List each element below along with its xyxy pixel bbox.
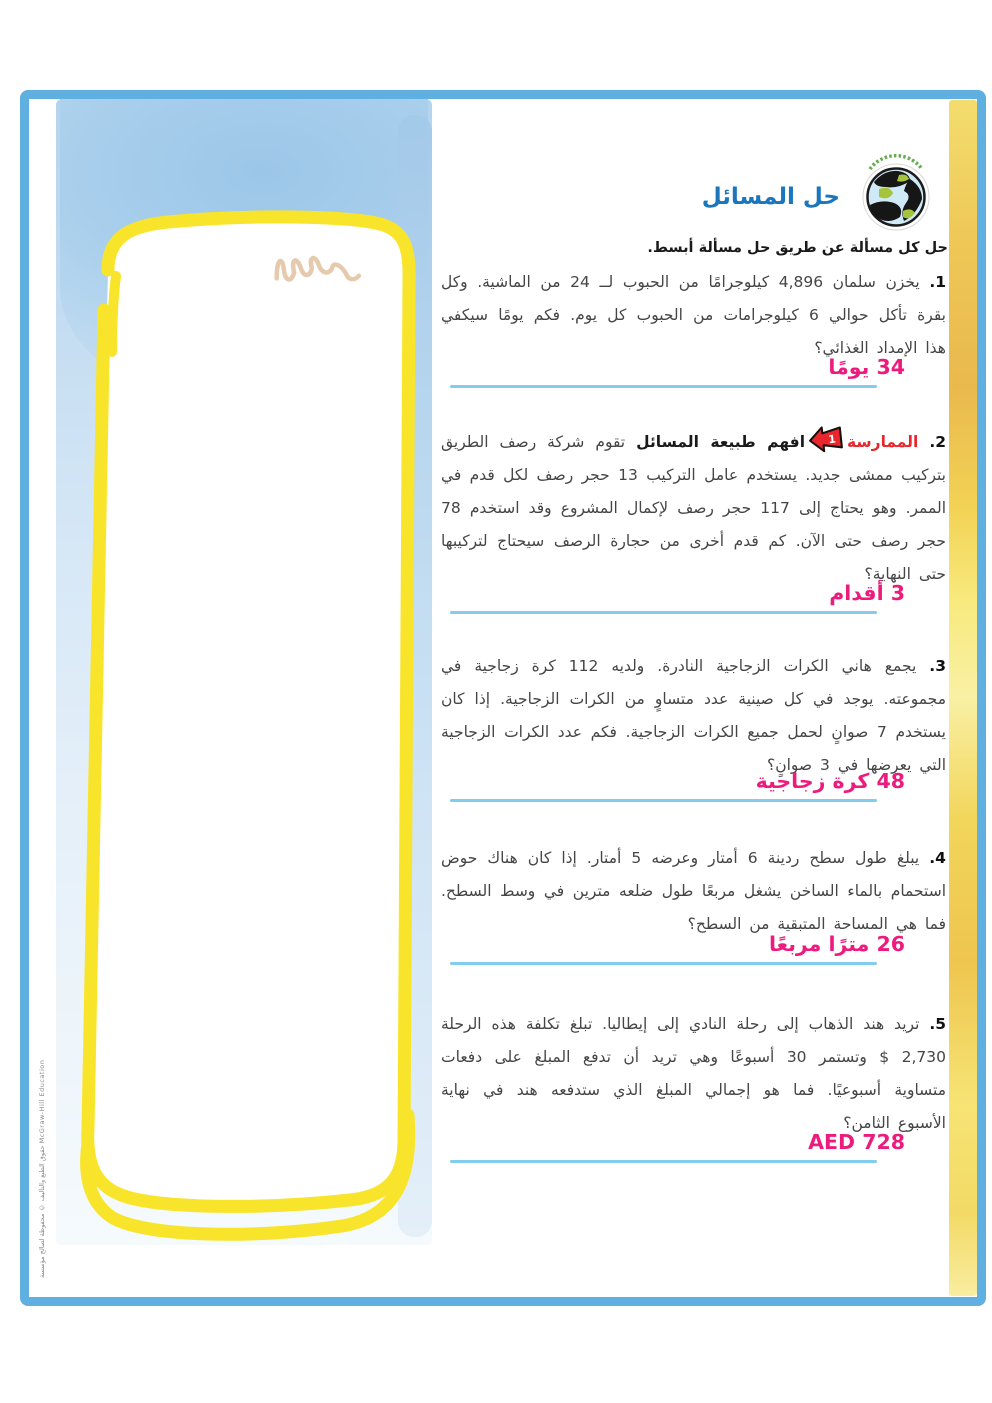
problem-body: يجمع هاني الكرات الزجاجية النادرة. ولديه 112 كرة زجاجية في مجموعته. يوجد في كل صينية عدد متساوٍ من الكرات الزجاجية. إذا كان يستخدم 7 صوانٍ لحمل جميع الكرات الزجاجية. فكم عدد الكرات الزجاجية التي يعرضها في 3 صوانٍ؟ bbox=[441, 657, 947, 774]
problem-text bbox=[441, 266, 946, 365]
answer-rule bbox=[450, 962, 877, 965]
problem-1 bbox=[441, 266, 946, 388]
problem-2 bbox=[441, 424, 946, 614]
loop-start-tail bbox=[112, 276, 116, 352]
problem-3 bbox=[441, 650, 946, 802]
answer-text: AED 728 bbox=[808, 1130, 905, 1154]
problem-5 bbox=[441, 1008, 946, 1163]
answer-text: 48 كرة زجاجية bbox=[755, 769, 905, 793]
page-title: حل المسائل bbox=[701, 184, 840, 210]
answer-rule bbox=[450, 385, 877, 388]
practice-lead: افهم طبيعة المسائل bbox=[636, 433, 806, 451]
problem-text bbox=[441, 842, 946, 941]
answer-text: 26 مترًا مربعًا bbox=[768, 932, 905, 956]
practice-badge-number: 1 bbox=[827, 432, 837, 447]
problem-text bbox=[441, 650, 946, 782]
problem-number: 2. bbox=[929, 433, 946, 451]
problem-text bbox=[441, 424, 946, 591]
answer-text: 34 يومًا bbox=[828, 355, 905, 379]
practice-label: الممارسة bbox=[847, 433, 919, 451]
highlighter-loop-icon bbox=[58, 200, 418, 1265]
practice-arrow-icon bbox=[806, 422, 845, 457]
accent-strip bbox=[949, 100, 977, 1296]
answer-rule bbox=[450, 799, 877, 802]
handwritten-scribble bbox=[264, 227, 371, 312]
problem-4 bbox=[441, 842, 946, 965]
problem-text bbox=[441, 1008, 946, 1140]
problem-body: تريد هند الذهاب إلى رحلة النادي إلى إيطاليا. تبلغ تكلفة هذه الرحلة 2,730 $ وتستمر 30 أسبوعًا وهي تريد أن تدفع المبلغ على دفعات متساوية أسبوعيًا. فما هو إجمالي المبلغ الذي ستدفعه هند في نهاية الأسبوع الثامن؟ bbox=[441, 1015, 946, 1132]
problem-number: 5. bbox=[929, 1015, 946, 1033]
answer-rule bbox=[450, 611, 877, 614]
problem-body: تقوم شركة رصف الطريق بتركيب ممشى جديد. يستخدم عامل التركيب 13 حجر رصف لكل قدم في الممر. وهو يحتاج إلى 117 حجر رصف لإكمال المشروع وقد استخدم 78 حجر رصف حتى الآن. كم قدم أخرى من حجارة الرصف سيحتاج لتركيبها حتى النهاية؟ bbox=[441, 433, 946, 583]
problem-number: 4. bbox=[929, 849, 946, 867]
problem-body: يبلغ طول سطح ردينة 6 أمتار وعرضه 5 أمتار. إذا كان هناك حوض استحمام بالماء الساخن يشغل مربعًا طول ضلعه مترين في وسط السطح. فما هي المساحة المتبقية من السطح؟ bbox=[441, 849, 946, 933]
problem-body: يخزن سلمان 4,896 كيلوجرامًا من الحبوب لــ 24 من الماشية. وكل بقرة تأكل حوالي 6 كيلوجرامات من الحبوب كل يوم. فكم يومًا سيكفي هذا الإمداد الغذائي؟ bbox=[441, 273, 946, 357]
problem-number: 3. bbox=[929, 657, 946, 675]
answer-rule bbox=[450, 1160, 877, 1163]
globe-icon bbox=[858, 152, 934, 232]
instruction-text: حل كل مسألة عن طريق حل مسألة أبسط. bbox=[647, 240, 948, 256]
answer-text: 3 أقدام bbox=[829, 581, 905, 605]
copyright-sidebar: حقوق الطبع والتأليف © محفوظة لصالح مؤسسة McGraw-Hill Education bbox=[38, 1059, 46, 1278]
problem-number: 1. bbox=[929, 273, 947, 291]
loop-interior bbox=[88, 217, 409, 1206]
